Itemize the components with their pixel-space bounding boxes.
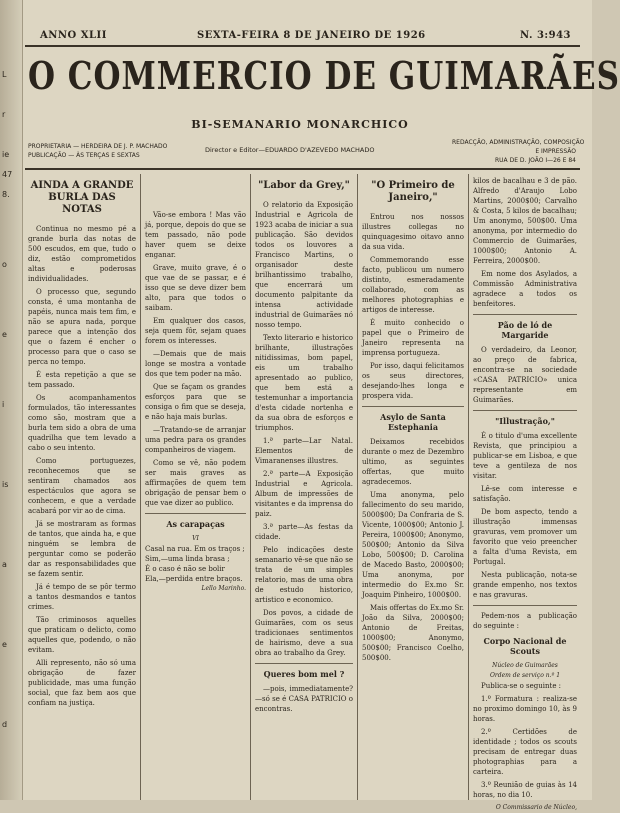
paragraph: Dos povos, a cidade de Guimarães, com os seus tradicionaes sentimentos de hairismo, deve a sua obra ao trabalho da Grey. [255,609,353,657]
paragraph: O verdadeiro, da Leonor, ao preço de fabrica, encontra-se na sociedade «CASA PATRICIO» unica representante em Guimarães. [473,346,577,404]
column-2 [145,210,246,800]
paragraph: Publica-se o seguinte : [481,682,562,690]
section-rule [473,605,577,606]
admin-line: REDACÇÃO, ADMINISTRAÇÃO, COMPOSIÇÃO [452,139,585,146]
paragraph: O processo que, segundo consta, é uma montanha de papéis, nunca mais tem fim, e não se apura nada, porque parece que a intenção dos que o fazem é encher o processo para que o caso se perca no tempo. [28,288,136,366]
paragraph: Uma anonyma, pelo fallecimento do seu marido, 5000$00; Da Confraria de S. Vicente, 1000$00; Antonio J. Pereira, 1000$00; Anonymo, 500$00; Antonio da Silva Lobo, 500$00; D. Carolina de Macedo Basto, 2000$00; Uma anonyma, por intermedio do Ex.mo Sr. Joaquim Pinheiro, 1000$00. [362,491,464,599]
paragraph: Pelo indicações deste semanario vê-se que não se trata de um simples relatorio, mas de uma obra de estudo historico, artistico e economico. [255,546,353,604]
edge-fragment: i [2,400,5,409]
owner-line: PROPRIETARIA — HERDEIRA DE J. P. MACHADO [28,143,168,150]
paragraph: O relatorio da Exposição Industrial e Agricola de 1923 acaba de iniciar a sua publicação. São devidos todos os louvores a Francisco Martins, o organisador deste brilhantissimo trabalho, que encerrará um documento palpitante da intensa actividade industrial de Guimarães nó nosso tempo. [255,201,353,329]
article-title: "Labor da Grey," [258,180,350,191]
edge-fragment: 8. [2,190,10,199]
paragraph: Pedem-nos a publicação do seguinte : [473,612,577,630]
signature: O Commissario de Núcleo, [495,804,577,811]
edge-fragment: is [2,480,9,489]
verse-line: Ela,—perdida entre braços. [145,575,243,583]
paragraph: Nesta publicação, nota-se grande empenho, nos textos e nas gravuras. [473,571,577,599]
edge-fragment: a [2,560,7,569]
paragraph: Já é tempo de se pôr termo a tantos desmandos e tantos crimes. [28,583,136,611]
adjacent-page-edge [0,0,23,800]
paragraph: Como portuguezes, reconhecemos que se sentiram chamados aos espectáculos que agora se conhecem, e que a verdade acabará por vir ao de cima. [28,457,136,515]
paragraph: Os acompanhamentos formulados, tão interessantes como são, mostram que a burla tem sido a obra de uma quadrilha que tem levado a cabo o seu intento. [28,394,136,452]
admin-line: E IMPRESSÃO [535,148,576,155]
paragraph: É o titulo d'uma excellente Revista, que principiou a publicar-se em Lisboa, e que teve a gentileza de nos visitar. [473,432,577,480]
section-subtitle: Ordem de serviço n.º 1 [489,672,561,679]
section-rule [473,410,577,411]
paragraph: 3.º Reunião de guias às 14 horas, no dia 10. [473,781,577,799]
edge-fragment: o [2,260,7,269]
section-title: Corpo Nacional de Scouts [483,636,567,656]
paragraph: É muito conhecido o papel que o Primeiro de Janeiro representa na imprensa portugueza. [362,319,464,357]
column-3 [255,176,353,800]
paragraph: Lê-se com interesse e satisfação. [473,485,577,503]
section-rule [255,663,353,664]
article-title: AINDA A GRANDE BURLA DAS NOTAS [30,180,134,215]
paragraph: Vão-se embora ! Mas vão já, porque, depois do que se tem passado, não pode haver quem se deixe enganar. [145,211,246,259]
article-title: "O Primeiro de Janeiro," [371,180,455,203]
paragraph: Grave, muito grave, é o que vae de se passar, e é isso que se deve dizer bem alto, para que todos o saibam. [145,264,246,312]
paragraph: É esta repetição a que se tem passado. [28,371,136,389]
paragraph: 1.ª parte—Lar Natal. Elementos de Vimaranenses illustres. [255,437,353,465]
paragraph: 1.º Formatura : realiza-se no proximo domingo 10, às 9 horas. [473,695,577,723]
paragraph: 2.ª parte—A Exposição Industrial e Agricola. Album de impressões de visitantes e da imprensa do paiz. [255,470,353,518]
column-5 [473,176,577,811]
director-line: Director e Editor—EDUARDO D'AZEVEDO MACHADO [205,146,375,154]
edge-fragment: e [2,330,7,339]
section-rule [145,513,246,514]
issue-date: SEXTA-FEIRA 8 DE JANEIRO DE 1926 [197,30,426,41]
publication-days: PUBLICAÇÃO — ÀS TERÇAS E SEXTAS [28,152,140,159]
column-divider [357,174,358,800]
issue-number: N. 3:943 [520,30,571,41]
section-rule [473,314,577,315]
paragraph: Continua no mesmo pé a grande burla das notas de 500 escudos, em que, tudo o diz, estão comprometidos altas e poderosas individualidades. [28,225,136,283]
newspaper-subtitle: BI-SEMANARIO MONARCHICO [191,118,409,131]
edge-fragment: r [2,110,6,119]
paragraph: Deixamos recebidos durante o mez de Dezembro ultimo, as seguintes offertas, que muito agradecemos. [362,438,464,486]
verse-line: Sim,—uma linda brasa ; [145,555,230,563]
paragraph: —Demais que de mais longe se mostra a vontade dos que tem poder na mão. [145,350,246,378]
section-title: Pão de ló de Margaride [497,320,553,340]
volume-year: ANNO XLII [40,30,107,41]
date-strip [22,30,582,42]
column-divider [250,174,251,800]
edge-fragment: ie [2,150,10,159]
paragraph: Texto literario e historico brilhante, illustrações nitidissimas, bom papel, eis um trabalho apresentado ao publico, que bem está a testemunhar a importancia d'esta cidade nortenha e da sua obra de esforços e triumphos. [255,334,353,432]
column-4 [362,176,464,800]
paragraph: Commemorando esse facto, publicou um numero distinto, esmeradamente collaborado, com as melhores photographias e artigos de interesse. [362,256,464,314]
column-divider [468,174,469,800]
paragraph: Entrou nos nossos illustres collegas no quinquagesimo oitavo anno da sua vida. [362,213,464,251]
section-title: "Illustração," [495,416,555,426]
verse-signature: Lello Marinho. [201,585,246,592]
section-rule [362,406,464,407]
section-subtitle: Núcleo de Guimarães [492,662,558,669]
top-rule [25,45,580,47]
paragraph: Tão criminosos aquelles que praticam o delicto, como aquelles que, podendo, o não evitam. [28,616,136,654]
paragraph: Alli represento, não só uma obrigação de fazer publicidade, mas uma função social, que faz bem aos que confiam na justiça. [28,659,136,707]
masthead-rule [25,168,580,170]
verse-line: É o caso é não se bolir [145,565,225,573]
paragraph: De bom aspecto, tendo a illustração immensas gravuras, vem promover um favorito que veio preencher a falta d'uma Revista, em Portugal. [473,508,577,566]
edge-fragment: L [2,70,7,79]
paragraph: 2.º Certidões de identidade ; todos os scouts precisam de entregar duas photographias para a carteira. [473,728,577,776]
column-1 [28,176,136,800]
publisher-info [28,142,167,160]
section-title: As carapaças [166,519,225,529]
section-title: Queres bom mel ? [263,669,345,679]
newspaper-title: O COMMERCIO DE GUIMARÃES [28,54,620,99]
paragraph: Já se mostraram as formas de tantos, que ainda ha, e que ninguém se lembra de perguntar como se poderão dar as responsabilidades que se fazem sentir. [28,520,136,578]
paragraph: 3.ª parte—As festas da cidade. [255,523,353,541]
paragraph: Como se vê, não podem ser mais graves as affirmações de quem tem obrigação de pensar bem o que vae dizer ao publico. [145,459,246,507]
column-divider [140,174,141,800]
paragraph: Que se façam os grandes esforços para que se consiga o fim que se deseja, e não haja mais burlas. [145,383,246,421]
paragraph: Mais offertas do Ex.mo Sr. João da Silva, 2000$00; Antonio de Freitas, 1000$00; Anonymo, 500$00; Francisco Coelho, 500$00. [362,604,464,662]
address-line: RUA DE D. JOÃO I—26 E 84 [495,157,576,164]
paragraph: Por isso, daqui felicitamos os seus directores, desejando-lhes longa e prospera vida. [362,362,464,400]
address-info [452,138,585,165]
paragraph: —pois, immediatamente?—só se é CASA PATRICIO o encontras. [255,685,353,713]
section-number: VI [192,535,199,542]
edge-fragment: e [2,640,7,649]
paragraph: —Tratando-se de arranjar uma pedra para os grandes companheiros de viagem. [145,426,246,454]
paragraph: Em qualquer dos casos, seja quem fôr, sejam quaes forem os interesses. [145,317,246,345]
section-title: Asylo de Santa Estephania [380,412,446,432]
paragraph: kilos de bacalhau e 3 de pão. Alfredo d'Araujo Lobo Martins, 2000$00; Carvalho & Costa, 5 kilos de bacalhau; Um anonymo, 500$00. Uma anonyma, por intermedio do Commercio de Guimarães, 1000$00; Antonio A. Ferreira, 2000$00. [473,177,577,265]
paragraph: Em nome dos Asylados, a Commissão Administrativa agradece a todos os benfeitores. [473,270,577,308]
verse-line: Casal na rua. Em os traços ; [145,545,245,553]
edge-fragment: d [2,720,8,729]
edge-fragment: 47 [2,170,13,179]
